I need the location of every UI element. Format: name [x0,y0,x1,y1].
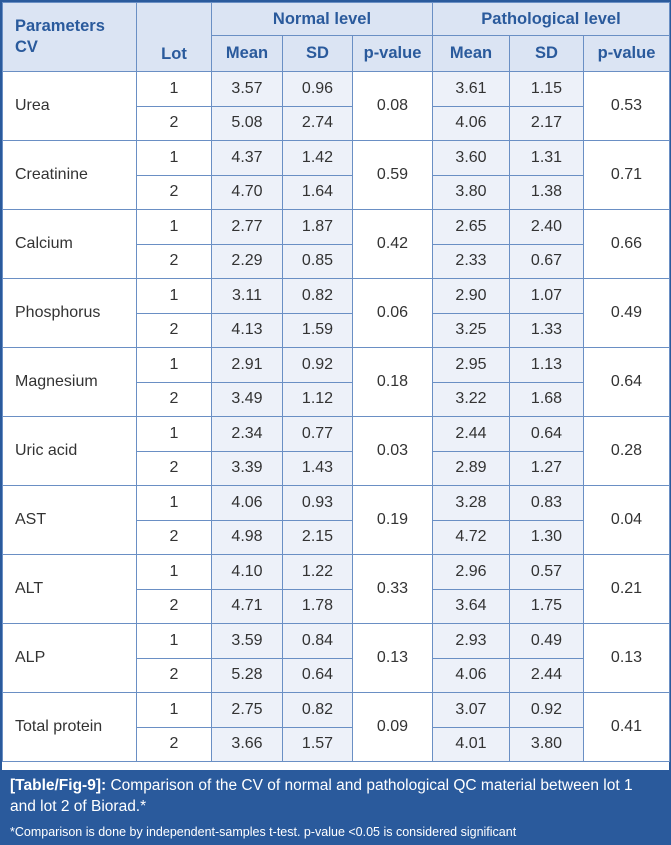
pathological-sd-cell: 3.80 [510,727,584,762]
normal-sd-cell: 1.57 [283,727,353,762]
pathological-p-value-cell: 0.53 [584,72,670,141]
normal-mean-cell: 3.39 [212,451,283,486]
pathological-sd-cell: 1.15 [510,72,584,107]
parameter-name-cell: ALT [3,555,137,624]
lot-header: Lot [137,3,212,72]
normal-mean-cell: 4.37 [212,141,283,176]
normal-sd-cell: 0.93 [283,486,353,521]
parameter-name-cell: Urea [3,72,137,141]
caption-label: [Table/Fig-9]: [10,777,107,794]
normal-mean-cell: 5.28 [212,658,283,693]
pathological-mean-cell: 4.06 [433,658,510,693]
normal-p-value-cell: 0.19 [353,486,433,555]
pathological-mean-cell: 3.60 [433,141,510,176]
normal-mean-cell: 2.29 [212,244,283,279]
normal-sd-cell: 0.77 [283,417,353,452]
normal-mean-header: Mean [212,36,283,72]
pathological-mean-cell: 4.72 [433,520,510,555]
normal-mean-cell: 4.98 [212,520,283,555]
lot-cell: 2 [137,520,212,555]
normal-sd-cell: 1.64 [283,175,353,210]
normal-sd-cell: 1.42 [283,141,353,176]
pathological-sd-cell: 1.68 [510,382,584,417]
pathological-p-value-cell: 0.71 [584,141,670,210]
normal-sd-cell: 2.74 [283,106,353,141]
lot-cell: 1 [137,141,212,176]
lot-cell: 1 [137,624,212,659]
pathological-sd-cell: 1.33 [510,313,584,348]
pathological-p-value-cell: 0.21 [584,555,670,624]
normal-p-value-cell: 0.03 [353,417,433,486]
lot-cell: 2 [137,175,212,210]
pathological-p-value-cell: 0.04 [584,486,670,555]
pathological-sd-cell: 0.64 [510,417,584,452]
table-row [3,555,670,590]
normal-mean-cell: 3.49 [212,382,283,417]
pathological-sd-cell: 0.83 [510,486,584,521]
pathological-mean-cell: 3.28 [433,486,510,521]
normal-mean-cell: 3.66 [212,727,283,762]
normal-p-value-cell: 0.08 [353,72,433,141]
normal-sd-cell: 1.78 [283,589,353,624]
normal-sd-header: SD [283,36,353,72]
pathological-mean-cell: 2.93 [433,624,510,659]
normal-mean-cell: 4.10 [212,555,283,590]
pathological-p-value-cell: 0.28 [584,417,670,486]
cv-label: CV [15,38,38,56]
pathological-mean-cell: 2.44 [433,417,510,452]
normal-p-value-cell: 0.13 [353,624,433,693]
pathological-sd-cell: 1.75 [510,589,584,624]
table-row [3,693,670,728]
table-row [3,348,670,383]
normal-sd-cell: 1.87 [283,210,353,245]
normal-sd-cell: 1.43 [283,451,353,486]
normal-mean-cell: 3.57 [212,72,283,107]
pathological-sd-cell: 1.30 [510,520,584,555]
normal-p-value-cell: 0.06 [353,279,433,348]
pathological-sd-cell: 1.38 [510,175,584,210]
caption-text [10,775,659,817]
normal-mean-cell: 4.70 [212,175,283,210]
normal-mean-cell: 2.91 [212,348,283,383]
pathological-sd-cell: 2.17 [510,106,584,141]
normal-mean-cell: 3.11 [212,279,283,314]
pathological-level-header: Pathological level [433,3,670,36]
normal-p-value-cell: 0.09 [353,693,433,762]
pathological-mean-cell: 3.61 [433,72,510,107]
pathological-sd-cell: 1.13 [510,348,584,383]
normal-level-header: Normal level [212,3,433,36]
normal-p-value-cell: 0.59 [353,141,433,210]
normal-sd-cell: 1.22 [283,555,353,590]
pathological-mean-cell: 3.07 [433,693,510,728]
normal-p-value-header: p-value [353,36,433,72]
pathological-mean-cell: 2.65 [433,210,510,245]
lot-cell: 1 [137,486,212,521]
pathological-p-value-cell: 0.66 [584,210,670,279]
normal-p-value-cell: 0.18 [353,348,433,417]
parameter-name-cell: Calcium [3,210,137,279]
pathological-mean-cell: 2.89 [433,451,510,486]
parameters-cv-header [3,3,137,72]
pathological-p-value-cell: 0.64 [584,348,670,417]
lot-cell: 1 [137,417,212,452]
normal-p-value-cell: 0.42 [353,210,433,279]
pathological-mean-cell: 2.33 [433,244,510,279]
lot-cell: 2 [137,451,212,486]
normal-sd-cell: 0.82 [283,279,353,314]
normal-mean-cell: 2.77 [212,210,283,245]
table-body [3,72,670,762]
normal-sd-cell: 0.64 [283,658,353,693]
pathological-sd-cell: 1.31 [510,141,584,176]
normal-mean-cell: 2.34 [212,417,283,452]
lot-cell: 1 [137,72,212,107]
lot-cell: 2 [137,658,212,693]
pathological-mean-cell: 4.06 [433,106,510,141]
pathological-mean-cell: 4.01 [433,727,510,762]
parameter-name-cell: Total protein [3,693,137,762]
pathological-sd-cell: 1.27 [510,451,584,486]
pathological-mean-cell: 3.22 [433,382,510,417]
table-row [3,486,670,521]
lot-cell: 2 [137,382,212,417]
table-header [3,3,670,72]
caption-footnote: *Comparison is done by independent-samples t-test. p-value <0.05 is considered significant [10,825,517,839]
lot-cell: 2 [137,313,212,348]
pathological-sd-cell: 0.92 [510,693,584,728]
table-caption [2,770,669,843]
normal-p-value-cell: 0.33 [353,555,433,624]
pathological-mean-cell: 3.80 [433,175,510,210]
normal-sd-cell: 1.59 [283,313,353,348]
lot-cell: 1 [137,279,212,314]
normal-mean-cell: 3.59 [212,624,283,659]
pathological-sd-cell: 0.57 [510,555,584,590]
lot-cell: 1 [137,348,212,383]
table-row [3,624,670,659]
pathological-sd-cell: 2.44 [510,658,584,693]
normal-sd-cell: 0.85 [283,244,353,279]
pathological-sd-cell: 0.49 [510,624,584,659]
table-row [3,417,670,452]
pathological-sd-cell: 1.07 [510,279,584,314]
normal-mean-cell: 5.08 [212,106,283,141]
pathological-p-value-cell: 0.41 [584,693,670,762]
parameters-label: Parameters [15,17,105,35]
lot-cell: 2 [137,727,212,762]
lot-cell: 1 [137,210,212,245]
pathological-sd-cell: 0.67 [510,244,584,279]
lot-cell: 2 [137,106,212,141]
normal-mean-cell: 2.75 [212,693,283,728]
table-row [3,210,670,245]
table-row [3,279,670,314]
pathological-mean-cell: 3.25 [433,313,510,348]
pathological-p-value-cell: 0.13 [584,624,670,693]
parameter-name-cell: AST [3,486,137,555]
parameter-name-cell: Creatinine [3,141,137,210]
pathological-p-value-cell: 0.49 [584,279,670,348]
table-row [3,72,670,107]
pathological-p-value-header: p-value [584,36,670,72]
normal-mean-cell: 4.13 [212,313,283,348]
caption-description: Comparison of the CV of normal and pathological QC material between lot 1 and lot 2 of Biorad.* [10,777,633,815]
lot-cell: 2 [137,244,212,279]
pathological-mean-header: Mean [433,36,510,72]
table-row [3,141,670,176]
pathological-mean-cell: 2.90 [433,279,510,314]
lot-cell: 1 [137,555,212,590]
normal-sd-cell: 0.92 [283,348,353,383]
pathological-mean-cell: 3.64 [433,589,510,624]
cv-comparison-table [2,2,670,762]
parameter-name-cell: Phosphorus [3,279,137,348]
lot-cell: 1 [137,693,212,728]
parameter-name-cell: Magnesium [3,348,137,417]
normal-sd-cell: 0.84 [283,624,353,659]
normal-sd-cell: 2.15 [283,520,353,555]
normal-mean-cell: 4.71 [212,589,283,624]
normal-sd-cell: 1.12 [283,382,353,417]
normal-mean-cell: 4.06 [212,486,283,521]
pathological-mean-cell: 2.96 [433,555,510,590]
pathological-sd-cell: 2.40 [510,210,584,245]
parameter-name-cell: Uric acid [3,417,137,486]
normal-sd-cell: 0.96 [283,72,353,107]
parameter-name-cell: ALP [3,624,137,693]
lot-cell: 2 [137,589,212,624]
pathological-sd-header: SD [510,36,584,72]
normal-sd-cell: 0.82 [283,693,353,728]
pathological-mean-cell: 2.95 [433,348,510,383]
